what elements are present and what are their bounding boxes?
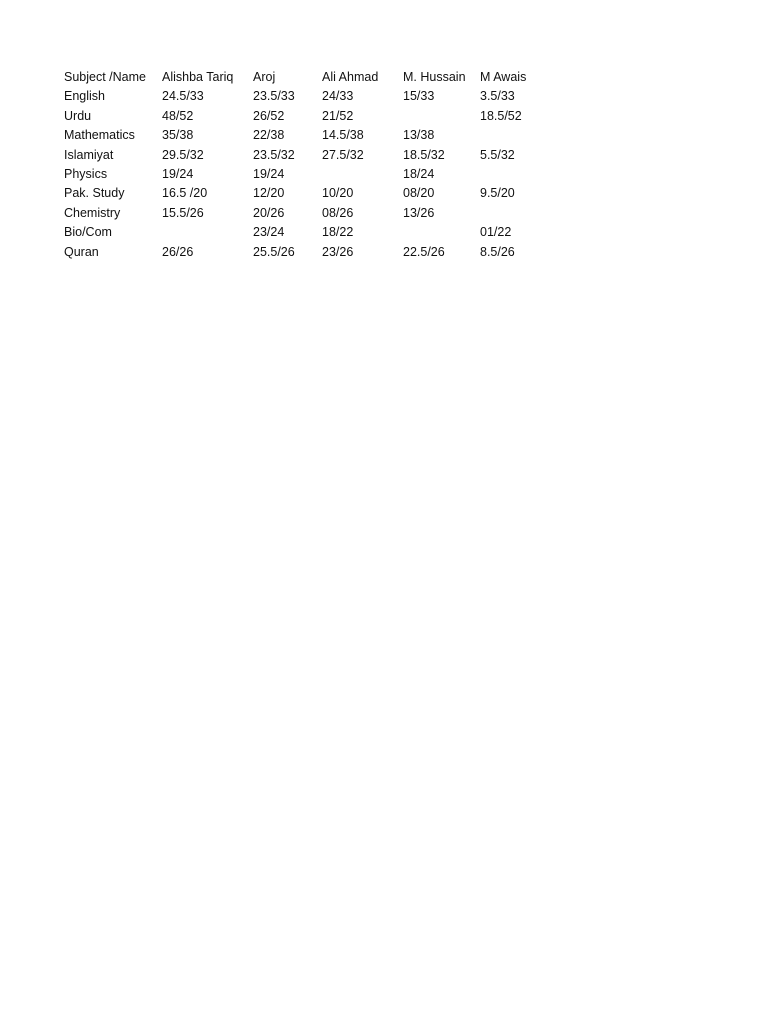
score-cell: 26/52 — [253, 108, 285, 123]
marks-table — [64, 68, 540, 262]
table-row — [64, 223, 540, 242]
score-cell: 26/26 — [162, 244, 194, 259]
table-row — [64, 243, 540, 262]
score-cell: 19/24 — [253, 167, 285, 182]
score-cell: 25.5/26 — [253, 244, 295, 259]
header-student: M. Hussain — [403, 70, 466, 84]
score-cell: 23.5/32 — [253, 147, 295, 162]
score-cell: 10/20 — [322, 186, 354, 201]
header-student: M Awais — [480, 70, 527, 84]
score-cell: 15/33 — [403, 89, 435, 104]
score-cell: 5.5/32 — [480, 147, 515, 162]
score-cell: 12/20 — [253, 186, 285, 201]
table-row — [64, 165, 540, 184]
score-cell: 15.5/26 — [162, 205, 204, 220]
score-cell: 18.5/32 — [403, 147, 445, 162]
score-cell: 3.5/33 — [480, 89, 515, 104]
table-row — [64, 204, 540, 223]
subject-cell: English — [64, 89, 105, 104]
score-cell: 13/38 — [403, 128, 435, 143]
header-subject: Subject /Name — [64, 70, 146, 84]
score-cell: 23/26 — [322, 244, 354, 259]
score-cell — [403, 223, 480, 242]
score-cell: 08/26 — [322, 205, 354, 220]
score-cell: 23/24 — [253, 225, 285, 240]
subject-cell: Physics — [64, 167, 108, 182]
subject-cell: Bio/Com — [64, 225, 112, 240]
header-row — [64, 68, 540, 87]
score-cell: 18/22 — [322, 225, 354, 240]
score-cell: 08/20 — [403, 186, 435, 201]
header-student: Ali Ahmad — [322, 70, 379, 84]
score-cell: 29.5/32 — [162, 147, 204, 162]
score-cell — [162, 223, 253, 242]
score-cell: 35/38 — [162, 128, 194, 143]
score-cell: 22/38 — [253, 128, 285, 143]
subject-cell: Islamiyat — [64, 147, 114, 162]
header-student: Aroj — [253, 70, 276, 84]
table-row — [64, 126, 540, 145]
score-cell: 22.5/26 — [403, 244, 445, 259]
score-cell: 23.5/33 — [253, 89, 295, 104]
score-cell: 24/33 — [322, 89, 354, 104]
table-row — [64, 146, 540, 165]
subject-cell: Urdu — [64, 108, 92, 123]
score-cell: 19/24 — [162, 167, 194, 182]
score-cell — [480, 204, 540, 223]
score-cell: 48/52 — [162, 108, 194, 123]
score-cell: 01/22 — [480, 225, 512, 240]
table-row — [64, 184, 540, 203]
table-row — [64, 107, 540, 126]
score-cell — [403, 107, 480, 126]
score-cell: 21/52 — [322, 108, 354, 123]
score-cell: 24.5/33 — [162, 89, 204, 104]
score-cell: 8.5/26 — [480, 244, 515, 259]
score-cell: 27.5/32 — [322, 147, 364, 162]
table-row — [64, 87, 540, 106]
subject-cell: Pak. Study — [64, 186, 125, 201]
score-cell: 14.5/38 — [322, 128, 364, 143]
score-cell: 20/26 — [253, 205, 285, 220]
subject-cell: Mathematics — [64, 128, 135, 143]
subject-cell: Chemistry — [64, 205, 121, 220]
score-cell: 16.5 /20 — [162, 186, 208, 201]
score-cell: 9.5/20 — [480, 186, 515, 201]
score-cell — [480, 165, 540, 184]
score-cell — [480, 126, 540, 145]
score-cell — [322, 165, 403, 184]
score-cell: 13/26 — [403, 205, 435, 220]
score-cell: 18/24 — [403, 167, 435, 182]
subject-cell: Quran — [64, 244, 99, 259]
score-cell: 18.5/52 — [480, 108, 522, 123]
header-student: Alishba Tariq — [162, 70, 234, 84]
